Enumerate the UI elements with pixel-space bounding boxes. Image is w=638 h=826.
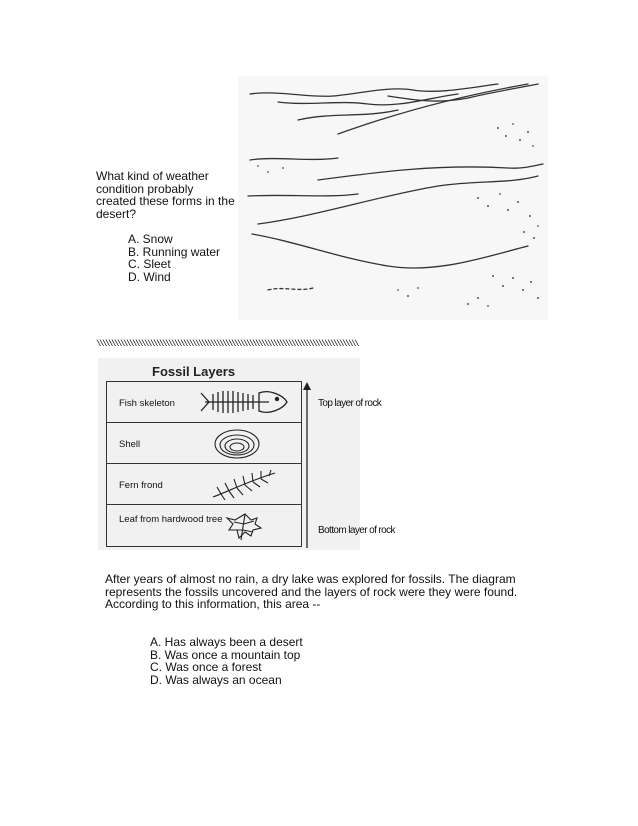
layer-label: Shell xyxy=(119,439,141,450)
bottom-layer-label: Bottom layer of rock xyxy=(318,525,395,536)
layer-shell xyxy=(107,423,301,464)
choice-d: D. Wind xyxy=(128,269,171,284)
choice-a: A. Has always been a desert xyxy=(150,635,303,649)
fish-skeleton-icon xyxy=(199,385,289,419)
choice-b: B. Was once a mountain top xyxy=(150,647,301,662)
sand-dunes-illustration xyxy=(238,76,548,320)
layer-fish-skeleton xyxy=(107,382,301,423)
question-2-text: After years of almost no rain, a dry lake was explored for fossils. The diagram represents the fossils uncovered and the layers of rock were they were found. According to this information, this area -- xyxy=(105,572,518,611)
choice-c: C. Was once a forest xyxy=(150,660,262,674)
choice-a: A. Snow xyxy=(128,232,173,246)
layer-label: Leaf from hardwood tree xyxy=(119,514,223,525)
layer-leaf xyxy=(107,505,301,546)
question-1-text: What kind of weather condition probably created these forms in the desert? xyxy=(96,169,235,221)
fossil-diagram-title: Fossil Layers xyxy=(152,364,236,379)
layer-label: Fern frond xyxy=(119,480,163,491)
question-2-choices xyxy=(150,636,303,686)
section-separator: \\\\\\\\\\\\\\\\\\\\\\\\\\\\\\\\\\\\\\\\\\\\\\\\\\\\\\\\\\\\\\\\\\\\\\\\\\\\\\\\\\\\\\\ xyxy=(96,339,358,349)
shell-icon xyxy=(199,426,289,460)
choice-b: B. Running water xyxy=(128,244,221,259)
fern-frond-icon xyxy=(199,467,289,501)
layer-label: Fish skeleton xyxy=(119,398,175,409)
question-1-choices xyxy=(128,233,220,283)
leaf-icon xyxy=(199,508,289,542)
layer-fern-frond xyxy=(107,464,301,505)
choice-c: C. Sleet xyxy=(128,257,171,271)
arrow-up-icon xyxy=(300,380,314,550)
fossil-layers-table xyxy=(106,381,302,547)
top-layer-label: Top layer of rock xyxy=(318,398,382,409)
choice-d: D. Was always an ocean xyxy=(150,672,282,687)
